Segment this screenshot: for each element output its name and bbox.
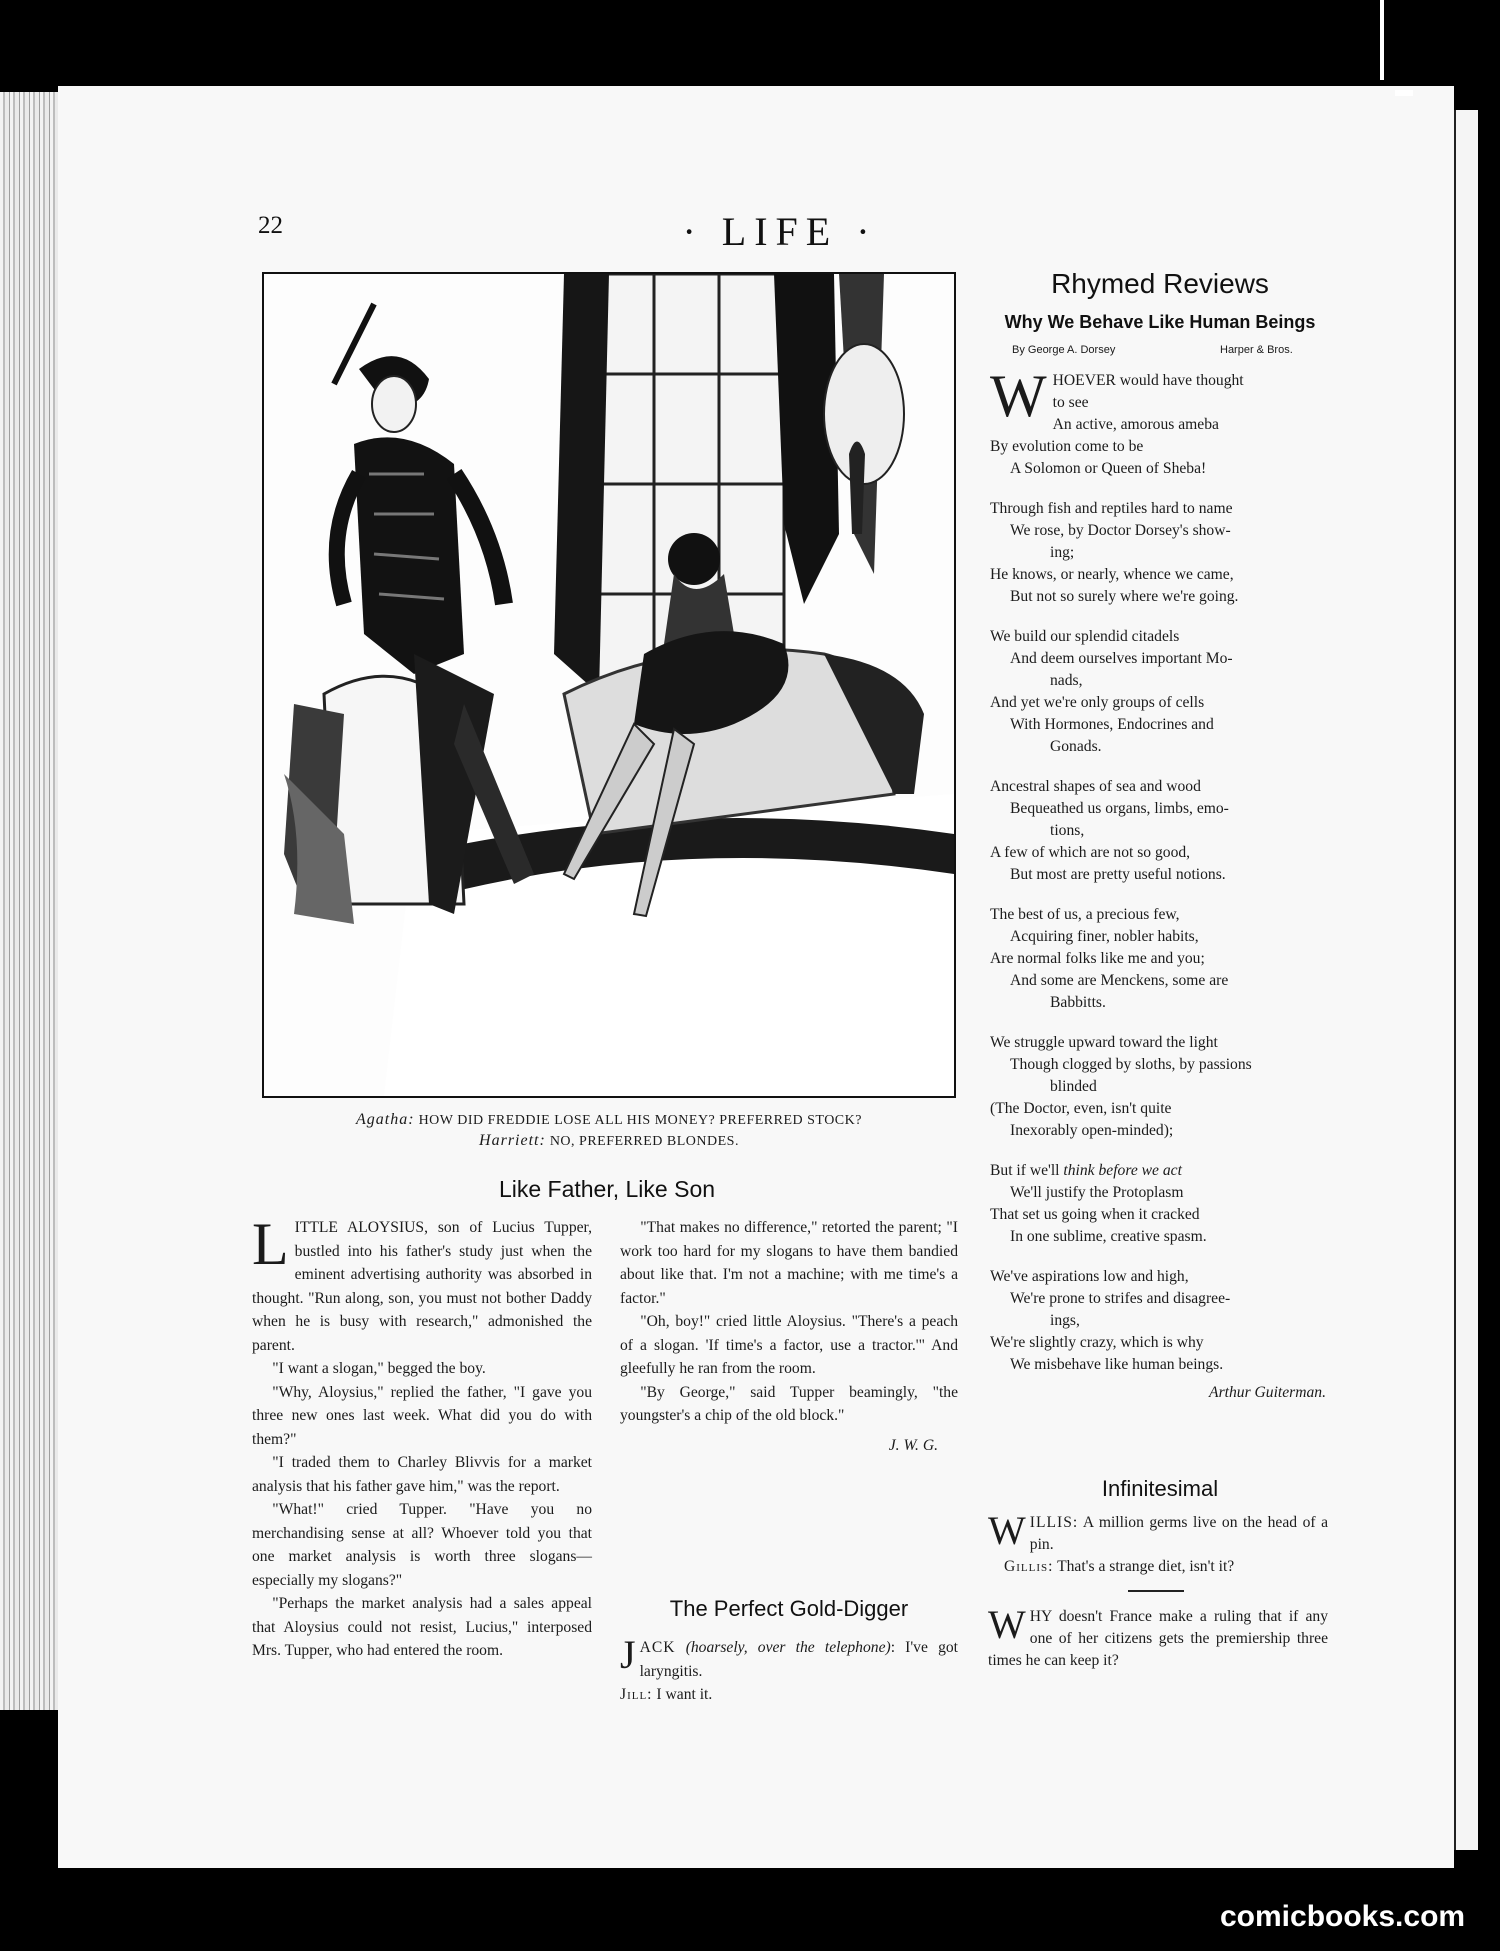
poem-line: A Solomon or Queen of Sheba! [1010, 460, 1207, 477]
rhymed-review-poem [990, 363, 1330, 1404]
poem-line: tions, [1050, 822, 1085, 839]
caption-text-1: HOW DID FREDDIE LOSE ALL HIS MONEY? PREFERRED STOCK? [418, 1113, 862, 1128]
speaker: ILLIS: [1029, 1514, 1079, 1531]
scan-mark [1380, 0, 1384, 80]
dropcap: W [990, 363, 1047, 429]
poem-line: But most are pretty useful notions. [1010, 866, 1226, 883]
paragraph [988, 1602, 1328, 1672]
poem-line: By evolution come to be [990, 438, 1144, 455]
gold-digger-body [620, 1632, 958, 1707]
poem-line: In one sublime, creative spasm. [1010, 1228, 1207, 1245]
section-divider [1128, 1590, 1184, 1592]
book-title: Why We Behave Like Human Beings [1004, 312, 1316, 332]
dropcap: W [988, 1602, 1026, 1647]
infinitesimal-title: Infinitesimal [1101, 1476, 1219, 1501]
stanza [990, 776, 1330, 886]
dialogue-text: : I've got laryngitis. [639, 1639, 958, 1680]
poem-line: Acquiring finer, nobler habits, [1010, 928, 1199, 945]
paragraph: "I traded them to Charley Blivvis for a market analysis that his father gave him," was the report. [252, 1454, 592, 1495]
poem-line: Are normal folks like me and you; [990, 950, 1205, 967]
dialogue-text: I want it. [656, 1686, 713, 1703]
stanza [990, 498, 1330, 608]
poem-line: And some are Menckens, some are [1010, 972, 1229, 989]
dialogue-line [988, 1556, 1328, 1578]
poem-line: Through fish and reptiles hard to name [990, 500, 1233, 517]
poem-line: Gonads. [1050, 738, 1102, 755]
caption-line-2 [262, 1131, 956, 1152]
like-father-column-1 [252, 1211, 592, 1663]
poem-signature: Arthur Guiterman. [1209, 1384, 1326, 1401]
poem-line: We've aspirations low and high, [990, 1268, 1189, 1285]
poem-line: HOEVER would have thought [1052, 372, 1244, 389]
dialogue-line [620, 1683, 958, 1707]
poem-line: The best of us, a precious few, [990, 906, 1180, 923]
page-number: 22 [258, 212, 283, 239]
poem-line: Inexorably open-minded); [1010, 1122, 1174, 1139]
rhymed-reviews-title: Rhymed Reviews [1051, 268, 1269, 299]
paragraph: "What!" cried Tupper. "Have you no merchandising sense at all? Whoever told you that one market analysis is worth three slogans—especially my slogans?" [252, 1501, 592, 1589]
article-signature: J. W. G. [888, 1436, 938, 1454]
poem-line: Though clogged by sloths, by passions [1010, 1056, 1252, 1073]
poem-line: We rose, by Doctor Dorsey's show- [1010, 522, 1231, 539]
poem-line: ings, [1050, 1312, 1080, 1329]
stage-direction: (hoarsely, over the telephone) [685, 1639, 891, 1656]
poem-line: With Hormones, Endocrines and [1010, 716, 1214, 733]
dropcap: L [252, 1211, 289, 1277]
poem-line: We're slightly crazy, which is why [990, 1334, 1204, 1351]
poem-line: nads, [1050, 672, 1083, 689]
stanza [990, 1160, 1330, 1248]
poem-line: to see [1052, 394, 1089, 411]
dropcap: J [620, 1632, 636, 1677]
poem-line: Ancestral shapes of sea and wood [990, 778, 1201, 795]
article-title-like-father: Like Father, Like Son [498, 1176, 716, 1202]
poem-line: We'll justify the Protoplasm [1010, 1184, 1184, 1201]
poem-line: He knows, or nearly, whence we came, [990, 566, 1234, 583]
paragraph: "By George," said Tupper beamingly, "the youngster's a chip of the old block." [620, 1383, 958, 1424]
article-title-gold-digger: The Perfect Gold-Digger [669, 1596, 909, 1621]
poem-line: We build our splendid citadels [990, 628, 1180, 645]
poem-line: But not so surely where we're going. [1010, 588, 1239, 605]
poem-line: We misbehave like human beings. [1010, 1356, 1224, 1373]
poem-line-emphasis: think before we act [1063, 1162, 1182, 1179]
dialogue-text: A million germs live on the head of a pin. [1029, 1514, 1329, 1553]
poem-line: We struggle upward toward the light [990, 1034, 1218, 1051]
paragraph-text: HY doesn't France make a ruling that if any one of her citizens gets the premiership three times he can keep it? [988, 1608, 1328, 1669]
poem-line [990, 1160, 1330, 1182]
caption-speaker-1: Agatha: [356, 1111, 415, 1128]
speaker: Jill: [620, 1686, 653, 1703]
poem-line: (The Doctor, even, isn't quite [990, 1100, 1172, 1117]
cartoon-drawing [264, 274, 954, 1096]
dialogue-text: That's a strange diet, isn't it? [1057, 1558, 1235, 1575]
book-publisher: Harper & Bros. [1220, 344, 1293, 356]
poem-line: We're prone to strifes and disagree- [1010, 1290, 1231, 1307]
dialogue-line [988, 1508, 1329, 1556]
paragraph: "Why, Aloysius," replied the father, "I gave you three new ones last week. What did you do with them?" [252, 1383, 592, 1448]
caption-text-2: NO, PREFERRED BLONDES. [549, 1134, 739, 1149]
paragraph [252, 1211, 592, 1357]
dropcap: W [988, 1508, 1026, 1553]
poem-line: That set us going when it cracked [990, 1206, 1200, 1223]
poem-line: An active, amorous ameba [1052, 416, 1219, 433]
stanza [990, 904, 1330, 1014]
poem-line: A few of which are not so good, [990, 844, 1191, 861]
poem-line: Babbitts. [1050, 994, 1106, 1011]
watermark: comicbooks.com [1220, 1900, 1466, 1933]
cartoon-illustration [262, 272, 956, 1098]
caption-speaker-2: Harriett: [479, 1132, 546, 1149]
poem-line: And deem ourselves important Mo- [1010, 650, 1233, 667]
book-author: By George A. Dorsey [1012, 344, 1116, 356]
cartoon-caption [262, 1110, 956, 1152]
speaker: ACK [639, 1639, 676, 1656]
stanza [990, 363, 1330, 480]
caption-line-1 [262, 1110, 956, 1131]
stanza [990, 626, 1330, 758]
stanza [990, 1032, 1330, 1142]
paragraph-text: ITTLE ALOYSIUS, son of Lucius Tupper, bustled into his father's study just when the eminent advertising authority was absorbed in thought. "Run along, son, you must not bother Daddy when he is busy with research," admonished the parent. [252, 1219, 592, 1354]
infinitesimal-body [988, 1508, 1329, 1578]
stanza [990, 1266, 1330, 1376]
poem-line: blinded [1050, 1078, 1097, 1095]
paragraph: "Perhaps the market analysis had a sales appeal that Aloysius could not resist, Lucius," interposed Mrs. Tupper, who had entered the room. [252, 1595, 592, 1659]
paragraph: "Oh, boy!" cried little Aloysius. "There's a peach of a slogan. 'If time's a factor, use a tractor.'" And gleefully he ran from the room. [620, 1313, 958, 1377]
dialogue-line [620, 1632, 958, 1683]
facing-page-edge [1454, 110, 1478, 1850]
france-joke [988, 1602, 1328, 1672]
paragraph: "That makes no difference," retorted the parent; "I work too hard for my slogans to have them bandied about like that. I'm not a machine; with me time's a factor." [620, 1219, 958, 1307]
scan-mark [1395, 90, 1413, 96]
paragraph: "I want a slogan," begged the boy. [272, 1360, 486, 1377]
poem-line-text: But if we'll [990, 1162, 1064, 1179]
like-father-column-2 [620, 1216, 958, 1457]
poem-line: ing; [1050, 544, 1075, 561]
poem-line: And yet we're only groups of cells [990, 694, 1205, 711]
speaker: Gillis: [1004, 1558, 1054, 1575]
poem-line: Bequeathed us organs, limbs, emo- [1010, 800, 1229, 817]
masthead: · LIFE · [682, 209, 878, 254]
